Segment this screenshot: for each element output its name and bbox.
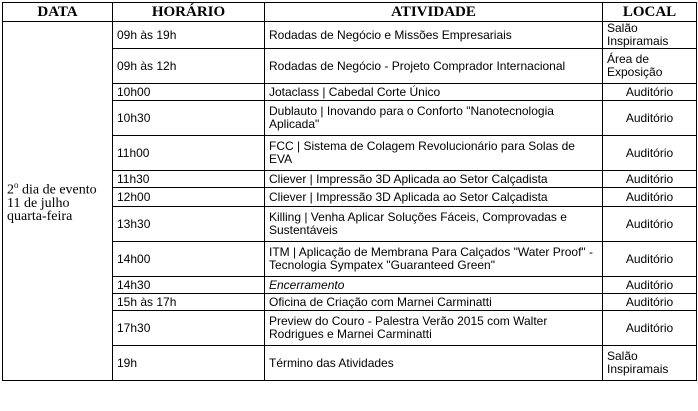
location-cell: Auditório (603, 101, 697, 136)
activity-cell: Término das Atividades (265, 346, 603, 381)
location-cell: Auditório (603, 311, 697, 346)
location-cell: Área de Exposição (603, 49, 697, 84)
activity-cell: Killing | Venha Aplicar Soluções Fáceis, Comprovadas e Sustentáveis (265, 207, 603, 242)
time-cell: 14h30 (113, 277, 265, 294)
activity-cell: Cliever | Impressão 3D Aplicada ao Setor Calçadista (265, 171, 603, 188)
location-cell: Auditório (603, 294, 697, 311)
time-cell: 12h00 (113, 188, 265, 207)
header-location: LOCAL (603, 3, 697, 22)
activity-cell: Rodadas de Negócio - Projeto Comprador Internacional (265, 49, 603, 84)
activity-cell: ITM | Aplicação de Membrana Para Calçados "Water Proof" - Tecnologia Sympatex "Guaranteed Green" (265, 242, 603, 277)
location-cell: Salão Inspiramais (603, 22, 697, 49)
location-cell: Auditório (603, 188, 697, 207)
activity-cell: Encerramento (265, 277, 603, 294)
location-cell: Auditório (603, 171, 697, 188)
schedule-table (2, 2, 697, 381)
location-cell: Auditório (603, 242, 697, 277)
activity-cell: Dublauto | Inovando para o Conforto "Nanotecnologia Aplicada" (265, 101, 603, 136)
date-cell (3, 22, 113, 381)
location-cell: Auditório (603, 277, 697, 294)
time-cell: 19h (113, 346, 265, 381)
time-cell: 17h30 (113, 311, 265, 346)
time-cell: 14h00 (113, 242, 265, 277)
table-row (3, 22, 697, 49)
date-ordinal-suffix: o (14, 180, 19, 191)
time-cell: 10h30 (113, 101, 265, 136)
time-cell: 11h30 (113, 171, 265, 188)
location-cell: Salão Inspiramais (603, 346, 697, 381)
header-activity: ATIVIDADE (265, 3, 603, 22)
activity-cell: Rodadas de Negócio e Missões Empresariais (265, 22, 603, 49)
activity-cell: Cliever | Impressão 3D Aplicada ao Setor Calçadista (265, 188, 603, 207)
header-time: HORÁRIO (113, 3, 265, 22)
activity-cell: Jotaclass | Cabedal Corte Único (265, 84, 603, 101)
location-cell: Auditório (603, 136, 697, 171)
time-cell: 10h00 (113, 84, 265, 101)
time-cell: 15h às 17h (113, 294, 265, 311)
time-cell: 11h00 (113, 136, 265, 171)
time-cell: 09h às 12h (113, 49, 265, 84)
activity-cell: Preview do Couro - Palestra Verão 2015 com Walter Rodrigues e Marnei Carminatti (265, 311, 603, 346)
time-cell: 09h às 19h (113, 22, 265, 49)
location-cell: Auditório (603, 207, 697, 242)
date-ordinal: 2 (7, 182, 14, 198)
location-cell: Auditório (603, 84, 697, 101)
date-text: dia de evento 11 de julho quarta-feira (7, 182, 97, 224)
activity-cell: FCC | Sistema de Colagem Revolucionário para Solas de EVA (265, 136, 603, 171)
time-cell: 13h30 (113, 207, 265, 242)
activity-cell: Oficina de Criação com Marnei Carminatti (265, 294, 603, 311)
header-date: DATA (3, 3, 113, 22)
header-row (3, 3, 697, 22)
